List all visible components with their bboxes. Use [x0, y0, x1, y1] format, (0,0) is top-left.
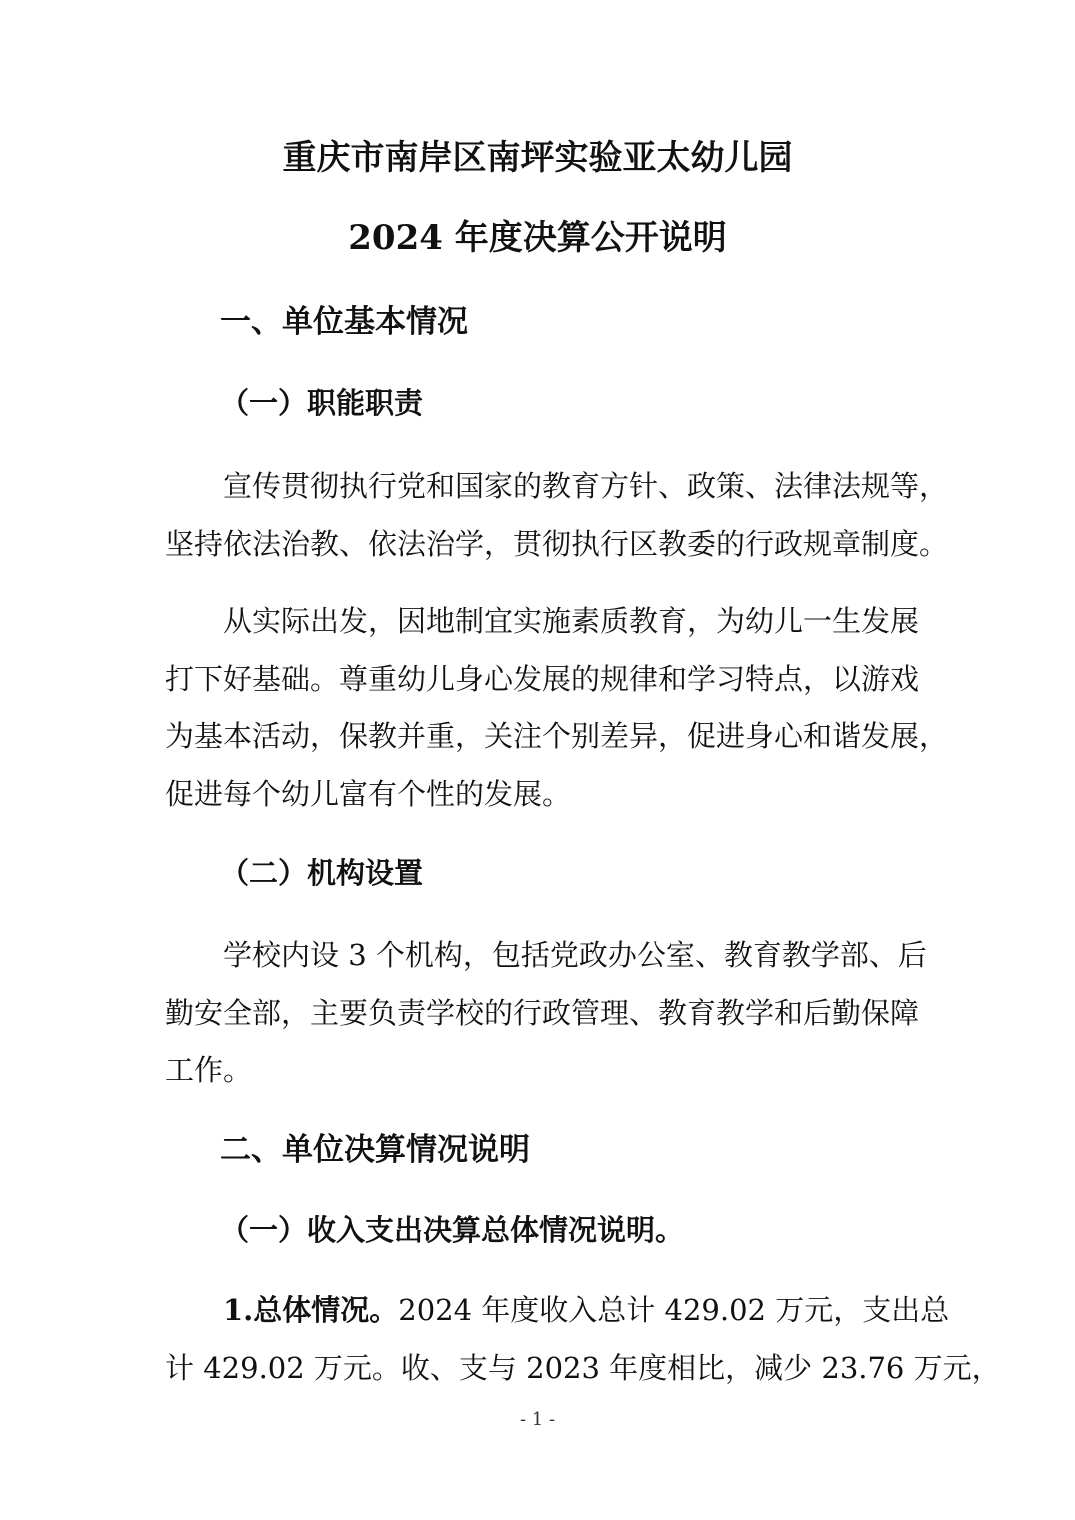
- subsection-heading-income-expenditure: （一）收入支出决算总体情况说明。: [220, 1213, 685, 1247]
- paragraph-functions-2: [165, 593, 949, 823]
- paragraph-overall: [165, 1282, 1001, 1397]
- paragraph-lead: 1.总体情况。: [223, 1293, 399, 1327]
- section-heading-basic-info: 一、单位基本情况: [220, 304, 468, 340]
- paragraph-line: 计 429.02 万元。收、支与 2023 年度相比，减少 23.76 万元，: [165, 1350, 1001, 1385]
- subsection-heading-functions: （一）职能职责: [220, 386, 424, 420]
- paragraph-line: 从实际出发，因地制宜实施素质教育，为幼儿一生发展: [223, 604, 920, 638]
- paragraph-line: 促进每个幼儿富有个性的发展。: [165, 776, 572, 811]
- paragraph-line: 学校内设 3 个机构，包括党政办公室、教育教学部、后: [223, 938, 927, 972]
- page-number: - 1 -: [519, 1409, 556, 1430]
- paragraph-line: 坚持依法治教、依法治学，贯彻执行区教委的行政规章制度。: [165, 526, 949, 561]
- document-title-line-2: 2024 年度决算公开说明: [348, 218, 727, 258]
- paragraph-line: 为基本活动，保教并重，关注个别差异，促进身心和谐发展，: [165, 719, 949, 753]
- paragraph-line: [165, 1282, 950, 1340]
- paragraph-line: 工作。: [165, 1053, 253, 1087]
- paragraph-functions-1: [165, 458, 949, 573]
- paragraph-line: 宣传贯彻执行党和国家的教育方针、政策、法律法规等，: [223, 469, 949, 503]
- paragraph-line: 勤安全部，主要负责学校的行政管理、教育教学和后勤保障: [165, 995, 920, 1030]
- section-heading-final-accounts: 二、单位决算情况说明: [220, 1132, 530, 1168]
- subsection-heading-organization: （二）机构设置: [220, 856, 424, 890]
- paragraph-text: 2024 年度收入总计 429.02 万元，支出总: [398, 1293, 950, 1327]
- paragraph-organization: [165, 927, 927, 1100]
- document-title-line-1: 重庆市南岸区南坪实验亚太幼儿园: [282, 138, 793, 178]
- paragraph-line: 打下好基础。尊重幼儿身心发展的规律和学习特点，以游戏: [165, 661, 920, 696]
